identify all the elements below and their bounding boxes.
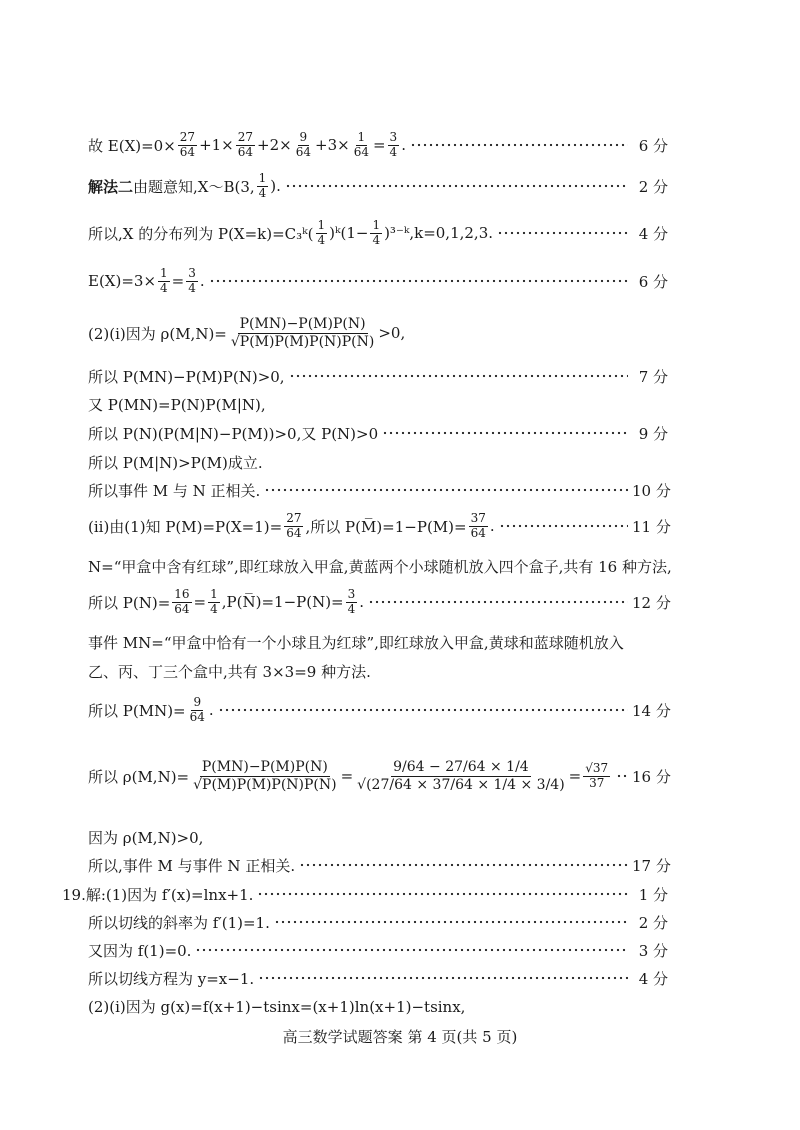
answer-line: (ii)由(1)知 P(M)=P(X=1)= $\frac{27}{64}$ ,所以 P(M̅)=1−P(M)= $\frac{37}{64}$ . 11 分: [88, 510, 671, 540]
dot-leader: [274, 920, 628, 924]
answer-line: (2)(i)因为 g(x)=f(x+1)−tsinx=(x+1)ln(x+1)−tsinx,: [88, 997, 466, 1016]
dot-leader: [616, 774, 628, 778]
answer-line: E(X)=3× $\frac{1}{4}$ = $\frac{3}{4}$ . 6 分: [88, 265, 668, 295]
answer-line: 事件 MN=“甲盒中恰有一个小球且为红球”,即红球放入甲盒,黄球和蓝球随机放入: [88, 633, 624, 652]
dot-leader: [289, 374, 628, 378]
dot-leader: [195, 948, 628, 952]
score: 11 分: [632, 517, 671, 536]
answer-line: 所以 P(N)= $\frac{16}{64}$ = $\frac{1}{4}$ ,P(N̅)=1−P(N)= $\frac{3}{4}$ . 12 分: [88, 586, 671, 616]
answer-line: 乙、丙、丁三个盒中,共有 3×3=9 种方法.: [88, 662, 371, 681]
dot-leader: [285, 184, 628, 188]
answer-line: 所以 P(N)(P(M|N)−P(M))>0,又 P(N)>0 9 分: [88, 424, 668, 443]
dot-leader: [257, 892, 628, 896]
dot-leader: [368, 600, 628, 604]
score: 17 分: [632, 856, 671, 875]
score: 6 分: [638, 136, 668, 155]
fraction: $\frac{27}{64}$: [179, 129, 196, 159]
answer-line: N=“甲盒中含有红球”,即红球放入甲盒,黄蓝两个小球随机放入四个盒子,共有 16 种方法,: [88, 557, 672, 576]
fraction: $\frac{16}{64}$: [174, 586, 190, 616]
dot-leader: [209, 279, 628, 283]
answer-line: 又 P(MN)=P(N)P(M|N),: [88, 395, 266, 414]
answer-line: 所以 P(MN)= $\frac{9}{64}$ . 14 分: [88, 694, 671, 724]
answer-line: 所以,X 的分布列为 P(X=k)=C₃ᵏ( $\frac{1}{4}$ )ᵏ(1− $\frac{1}{4}$ )³⁻ᵏ,k=0,1,2,3. 4 分: [88, 217, 668, 247]
fraction: $\frac{27}{64}$: [286, 510, 302, 540]
fraction: $\frac{9}{64}$: [189, 694, 205, 724]
fraction: $\frac{27}{64}$: [237, 129, 254, 159]
fraction: $\frac{3}{4}$: [347, 586, 356, 616]
score: 1 分: [638, 885, 668, 904]
fraction: $\frac{3}{4}$: [389, 129, 398, 159]
answer-line: 所以事件 M 与 N 正相关. 10 分: [88, 481, 671, 500]
answer-line: 解法二 由题意知,X～B(3, $\frac{1}{4}$ ). 2 分: [88, 170, 668, 200]
answer-line: 故 E(X)=0× $\frac{27}{64}$ +1× $\frac{27}{64}$ +2× $\frac{9}{64}$ +3× $\frac{1}{64}$ = $\frac{3}{4}$ . 6 分: [88, 129, 668, 159]
fraction: $\frac{P(MN)-P(M)P(N)}{√P(M)P(M̅)P(N)P(N̅)}$: [230, 316, 375, 350]
page-footer: 高三数学试题答案 第 4 页(共 5 页): [282, 1028, 518, 1046]
fraction: $\frac{1}{4}$: [372, 217, 381, 247]
fraction: $\frac{1}{4}$: [317, 217, 326, 247]
answer-line: 19.解:(1)因为 f′(x)=lnx+1. 1 分: [62, 885, 668, 904]
dot-leader: [382, 431, 628, 435]
fraction: $\frac{9/64 - 27/64 \times 1/4}{√(27/64 \times 37/64 \times 1/4 \times 3/4)}$: [357, 759, 565, 793]
answer-line: 所以 P(MN)−P(M)P(N)>0, 7 分: [88, 367, 668, 386]
score: 10 分: [632, 481, 671, 500]
dot-leader: [258, 976, 628, 980]
fraction: $\frac{3}{4}$: [188, 265, 196, 295]
answer-line: 所以切线的斜率为 f′(1)=1. 2 分: [88, 913, 668, 932]
dot-leader: [410, 143, 628, 147]
score: 14 分: [632, 701, 671, 720]
dot-leader: [499, 524, 628, 528]
score: 4 分: [638, 224, 668, 243]
fraction: $\frac{1}{4}$: [160, 265, 168, 295]
score: 16 分: [632, 767, 671, 786]
answer-line: 因为 ρ(M,N)>0,: [88, 828, 204, 847]
score: 7 分: [638, 367, 668, 386]
dot-leader: [264, 488, 628, 492]
score: 6 分: [638, 272, 668, 291]
score: 4 分: [638, 969, 668, 988]
answer-line: 所以,事件 M 与事件 N 正相关. 17 分: [88, 856, 671, 875]
dot-leader: [299, 863, 628, 867]
fraction: $\frac{1}{4}$: [258, 170, 267, 200]
answer-line: 所以切线方程为 y=x−1. 4 分: [88, 969, 668, 988]
answer-line: 又因为 f(1)=0. 3 分: [88, 941, 668, 960]
fraction: $\frac{√37}{37}$: [585, 760, 609, 790]
fraction: $\frac{37}{64}$: [470, 510, 486, 540]
score: 3 分: [638, 941, 668, 960]
score: 2 分: [638, 177, 668, 196]
score: 12 分: [632, 593, 671, 612]
dot-leader: [497, 231, 628, 235]
fraction: $\frac{9}{64}$: [295, 129, 311, 159]
score: 9 分: [638, 424, 668, 443]
score: 2 分: [638, 913, 668, 932]
answer-line: (2)(i)因为 ρ(M,N)= $\frac{P(MN)-P(M)P(N)}{√P(M)P(M̅)P(N)P(N̅)}$ >0,: [88, 316, 406, 350]
answer-line: 所以 ρ(M,N)= $\frac{P(MN)-P(M)P(N)}{√P(M)P(M̅)P(N)P(N̅)}$ = $\frac{9/64 - 27/64 \times 1/4}{√(27/64 \times 37/64 \times 1/4 \times 3/4)}$ = $\frac{√37}{37}$ 16 分: [88, 759, 671, 793]
answer-line: 所以 P(M|N)>P(M)成立.: [88, 453, 263, 472]
dot-leader: [218, 708, 628, 712]
fraction: $\frac{1}{64}$: [353, 129, 369, 159]
fraction: $\frac{1}{4}$: [210, 586, 218, 616]
fraction: $\frac{P(MN)-P(M)P(N)}{√P(M)P(M̅)P(N)P(N̅)}$: [193, 759, 337, 793]
